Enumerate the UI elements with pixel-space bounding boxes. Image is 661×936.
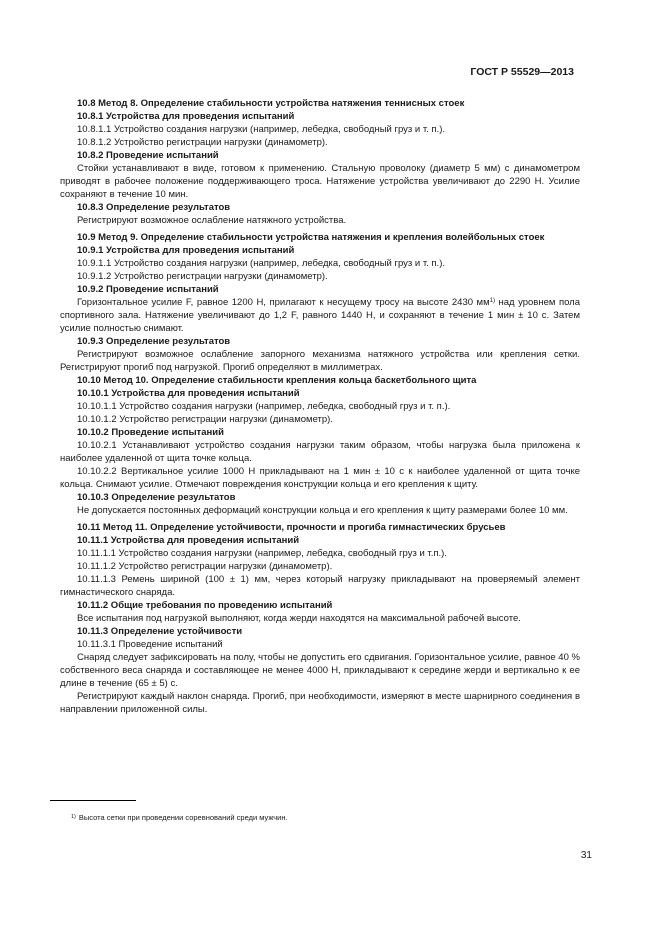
line-text: 10.11.1.3 Ремень шириной (100 ± 1) мм, через который нагрузку прикладывают на проверяемый элемент гимнастического снаряда. bbox=[60, 574, 580, 598]
line-text: 10.11.1.1 Устройство создания нагрузки (например, лебедка, свободный груз и т.п.). bbox=[77, 548, 447, 559]
line-text: 10.11.3.1 Проведение испытаний bbox=[77, 639, 223, 650]
section-heading bbox=[60, 387, 580, 400]
paragraph bbox=[60, 296, 580, 335]
line-text: 10.8.1.2 Устройство регистрации нагрузки (динамометр). bbox=[77, 137, 328, 148]
line-text: 10.9.2 Проведение испытаний bbox=[77, 284, 219, 295]
line-text: 10.9.3 Определение результатов bbox=[77, 336, 231, 347]
paragraph bbox=[60, 573, 580, 599]
line-text: Регистрируют возможное ослабление натяжного устройства. bbox=[77, 215, 347, 226]
paragraph bbox=[60, 465, 580, 491]
section-heading bbox=[60, 599, 580, 612]
document-body bbox=[60, 97, 580, 716]
line-text: 10.11.3 Определение устойчивости bbox=[77, 626, 243, 637]
section-heading bbox=[60, 491, 580, 504]
line-text: 10.8 Метод 8. Определение стабильности устройства натяжения теннисных стоек bbox=[77, 98, 465, 109]
paragraph bbox=[60, 162, 580, 201]
footnote-marker: 1) bbox=[71, 814, 76, 820]
paragraph bbox=[60, 638, 580, 651]
line-text: Регистрируют возможное ослабление запорного механизма натяжного устройства или крепления сетки. Регистрируют прогиб под нагрузкой. Прогиб определяют в миллиметрах. bbox=[60, 349, 580, 373]
paragraph bbox=[60, 257, 580, 270]
line-text: 10.10.2 Проведение испытаний bbox=[77, 427, 224, 438]
page-number: 31 bbox=[580, 850, 592, 861]
section-heading bbox=[60, 283, 580, 296]
footnote-text: Высота сетки при проведении соревнований среди мужчин. bbox=[78, 813, 288, 822]
paragraph bbox=[60, 400, 580, 413]
section-heading bbox=[60, 374, 580, 387]
section-heading bbox=[60, 231, 580, 244]
line-text: 10.8.1 Устройства для проведения испытаний bbox=[77, 111, 295, 122]
paragraph bbox=[60, 547, 580, 560]
paragraph bbox=[60, 612, 580, 625]
line-text: Регистрируют каждый наклон снаряда. Прогиб, при необходимости, измеряют в месте шарнирного соединения в направлении приложенной силы. bbox=[60, 691, 580, 715]
line-text: 10.9 Метод 9. Определение стабильности устройства натяжения и крепления волейбольных стоек bbox=[77, 232, 545, 243]
line-text: Не допускается постоянных деформаций конструкции кольца и его крепления к щиту размерами более 10 мм. bbox=[77, 505, 568, 516]
line-text: 10.9.1.2 Устройство регистрации нагрузки (динамометр). bbox=[77, 271, 328, 282]
section-heading bbox=[60, 625, 580, 638]
line-text: 10.10.1.2 Устройство регистрации нагрузки (динамометр). bbox=[77, 414, 333, 425]
paragraph bbox=[60, 348, 580, 374]
line-text: Все испытания под нагрузкой выполняют, когда жерди находятся на максимальной рабочей высоте. bbox=[77, 613, 521, 624]
line-text: 10.8.1.1 Устройство создания нагрузки (например, лебедка, свободный груз и т. п.). bbox=[77, 124, 445, 135]
line-text: 10.10.3 Определение результатов bbox=[77, 492, 236, 503]
section-heading bbox=[60, 97, 580, 110]
paragraph bbox=[60, 413, 580, 426]
line-text: 10.11.2 Общие требования по проведению испытаний bbox=[77, 600, 333, 611]
line-text: 10.10.1 Устройства для проведения испытаний bbox=[77, 388, 300, 399]
line-text: 10.9.1 Устройства для проведения испытаний bbox=[77, 245, 295, 256]
standard-code: ГОСТ Р 55529—2013 bbox=[470, 66, 574, 78]
section-heading bbox=[60, 521, 580, 534]
footnote-ref: 1) bbox=[489, 298, 495, 304]
section-heading bbox=[60, 335, 580, 348]
section-heading bbox=[60, 244, 580, 257]
line-text: 10.9.1.1 Устройство создания нагрузки (например, лебедка, свободный груз и т. п.). bbox=[77, 258, 445, 269]
paragraph bbox=[60, 270, 580, 283]
paragraph bbox=[60, 214, 580, 227]
paragraph bbox=[60, 651, 580, 690]
line-text: 10.11 Метод 11. Определение устойчивости, прочности и прогиба гимнастических брусьев bbox=[77, 522, 506, 533]
paragraph bbox=[60, 439, 580, 465]
line-text: 10.10.1.1 Устройство создания нагрузки (например, лебедка, свободный груз и т. п.). bbox=[77, 401, 451, 412]
line-text: 10.11.1 Устройства для проведения испытаний bbox=[77, 535, 300, 546]
line-text: Стойки устанавливают в виде, готовом к применению. Стальную проволоку (диаметр 5 мм) с динамометром приводят в рабочее положение поддерживающего троса. Натяжение устройства увеличивают до 2290 Н. Усилие сохраняют в течение 10 мин. bbox=[60, 163, 580, 200]
line-text: 10.8.2 Проведение испытаний bbox=[77, 150, 219, 161]
paragraph bbox=[60, 560, 580, 573]
paragraph bbox=[60, 690, 580, 716]
paragraph bbox=[60, 136, 580, 149]
paragraph bbox=[60, 123, 580, 136]
section-heading bbox=[60, 534, 580, 547]
line-text: над уровнем пола спортивного зала. Натяжение увеличивают до 1,2 F, равного 1440 Н, и сохраняют в течение 1 мин ± 10 с. Затем усилие полностью снимают. bbox=[60, 297, 580, 334]
line-text: 10.10.2.1 Устанавливают устройство создания нагрузки таким образом, чтобы нагрузка была приложена к наиболее удаленной от щита точке кольца. bbox=[60, 440, 580, 464]
footnote bbox=[71, 813, 288, 823]
line-text: Снаряд следует зафиксировать на полу, чтобы не допустить его сдвигания. Горизонтальное усилие, равное 40 % собственного веса снаряда и составляющее не менее 4000 Н, прикладывают к середине жерди и вертикально к ее длине в течение (65 ± 5) с. bbox=[60, 652, 580, 689]
section-heading bbox=[60, 426, 580, 439]
footnote-divider bbox=[50, 800, 136, 801]
line-text: Горизонтальное усилие F, равное 1200 Н, прилагают к несущему тросу на высоте 2430 мм bbox=[77, 297, 490, 308]
section-heading bbox=[60, 201, 580, 214]
line-text: 10.10 Метод 10. Определение стабильности крепления кольца баскетбольного щита bbox=[77, 375, 477, 386]
line-text: 10.8.3 Определение результатов bbox=[77, 202, 231, 213]
line-text: 10.11.1.2 Устройство регистрации нагрузки (динамометр). bbox=[77, 561, 333, 572]
section-heading bbox=[60, 110, 580, 123]
paragraph bbox=[60, 504, 580, 517]
section-heading bbox=[60, 149, 580, 162]
line-text: 10.10.2.2 Вертикальное усилие 1000 Н прикладывают на 1 мин ± 10 с к наиболее удаленной от щита точке кольца. Снимают усилие. Отмечают повреждения конструкции кольца и его крепления к щиту. bbox=[60, 466, 580, 490]
